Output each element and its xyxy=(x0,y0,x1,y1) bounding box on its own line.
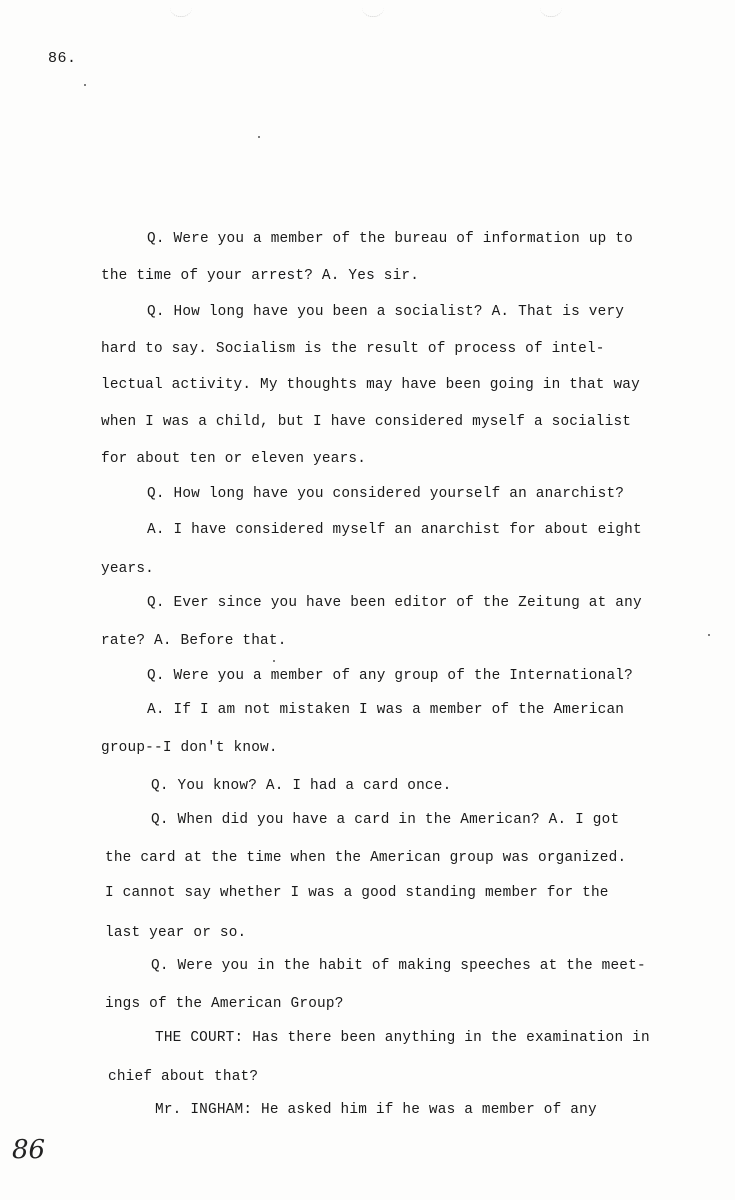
transcript-line: the card at the time when the American group was organized. xyxy=(105,850,627,866)
transcript-line: lectual activity. My thoughts may have been going in that way xyxy=(101,377,640,393)
transcript-line: hard to say. Socialism is the result of process of intel- xyxy=(101,341,605,357)
handwritten-page-number: 86 xyxy=(12,1135,46,1165)
transcript-line: Mr. INGHAM: He asked him if he was a member of any xyxy=(155,1102,597,1118)
transcript-line: for about ten or eleven years. xyxy=(101,451,367,467)
ink-speck xyxy=(84,84,86,86)
binding-hole-mark xyxy=(362,0,384,17)
transcript-line: Q. Were you a member of any group of the International? xyxy=(147,668,633,684)
transcript-line: THE COURT: Has there been anything in the examination in xyxy=(155,1030,650,1046)
transcript-line: Q. How long have you been a socialist? A. That is very xyxy=(147,304,625,320)
transcript-line: last year or so. xyxy=(105,925,247,941)
binding-hole-mark xyxy=(540,0,562,17)
transcript-line: when I was a child, but I have considered myself a socialist xyxy=(101,414,632,430)
transcript-line: the time of your arrest? A. Yes sir. xyxy=(101,268,420,284)
ink-speck xyxy=(708,634,710,636)
transcript-line: years. xyxy=(101,561,155,577)
binding-hole-mark xyxy=(170,0,192,17)
transcript-line: Q. Were you in the habit of making speeches at the meet- xyxy=(151,958,646,974)
transcript-line: chief about that? xyxy=(108,1069,259,1085)
transcript-line: I cannot say whether I was a good standing member for the xyxy=(105,885,609,901)
transcript-line: rate? A. Before that. xyxy=(101,633,287,649)
transcript-line: Q. You know? A. I had a card once. xyxy=(151,778,452,794)
transcript-line: Q. Were you a member of the bureau of information up to xyxy=(147,231,633,247)
ink-speck xyxy=(258,136,260,138)
transcript-line: A. If I am not mistaken I was a member of the American xyxy=(147,702,625,718)
transcript-line: Q. Ever since you have been editor of the Zeitung at any xyxy=(147,595,642,611)
transcript-line: Q. How long have you considered yourself an anarchist? xyxy=(147,486,625,502)
transcript-line: ings of the American Group? xyxy=(105,996,344,1012)
transcript-line: A. I have considered myself an anarchist for about eight xyxy=(147,522,642,538)
transcript-line: Q. When did you have a card in the American? A. I got xyxy=(151,812,620,828)
transcript-line: group--I don't know. xyxy=(101,740,278,756)
page-number: 86. xyxy=(48,50,77,67)
ink-speck xyxy=(273,660,275,662)
